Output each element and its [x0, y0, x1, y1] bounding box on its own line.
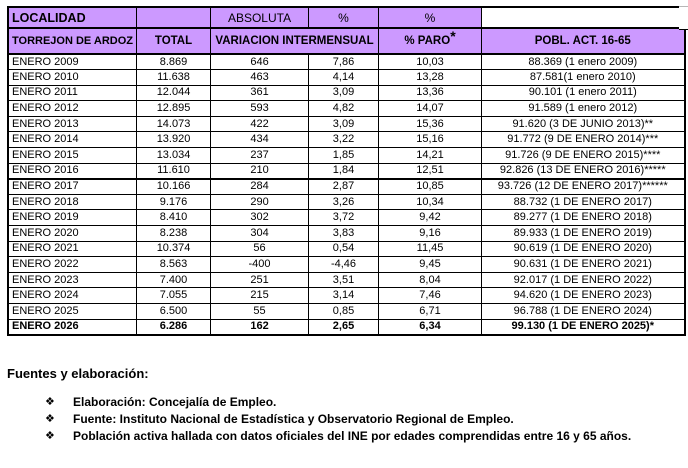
- variacion-pct-cell: 3,14: [309, 288, 379, 304]
- table-row: [8, 54, 685, 70]
- variacion-pct-cell: 2,65: [309, 319, 379, 335]
- poblacion-activa-cell: 92.017 (1 DE ENERO 2022): [482, 272, 685, 288]
- month-year-cell: ENERO 2015: [8, 148, 137, 164]
- variacion-pct-cell: 3,09: [309, 116, 379, 132]
- variacion-absoluta-cell: 251: [211, 272, 309, 288]
- month-year-cell: ENERO 2022: [8, 257, 137, 273]
- absoluta-header: ABSOLUTA: [211, 7, 309, 28]
- empty-corner-cell: [482, 7, 685, 28]
- municipality-header: TORREJON DE ARDOZ: [8, 28, 137, 54]
- percent-header-2: %: [379, 7, 482, 28]
- poblacion-activa-cell: 91.620 (3 DE JUNIO 2013)**: [482, 116, 685, 132]
- poblacion-activa-cell: 89.277 (1 DE ENERO 2018): [482, 210, 685, 226]
- total-cell: 8.869: [137, 54, 211, 70]
- month-year-cell: ENERO 2010: [8, 70, 137, 86]
- table-row: [8, 101, 685, 117]
- month-year-cell: ENERO 2016: [8, 163, 137, 179]
- table-row: [8, 272, 685, 288]
- diamond-bullet-icon: ❖: [45, 396, 55, 408]
- pct-paro-cell: 7,46: [379, 288, 482, 304]
- unemployment-table: [7, 6, 686, 336]
- bullet-text: Elaboración: Concejalía de Empleo.: [73, 395, 277, 409]
- pct-paro-cell: 10,34: [379, 194, 482, 210]
- variacion-intermensual-header: [211, 28, 379, 54]
- variacion-label: VARIACION INTERMENSUAL: [215, 35, 374, 47]
- variacion-absoluta-cell: -400: [211, 257, 309, 273]
- pct-paro-cell: 6,34: [379, 319, 482, 335]
- variacion-absoluta-cell: 593: [211, 101, 309, 117]
- total-cell: 9.176: [137, 194, 211, 210]
- pct-paro-cell: 15,16: [379, 132, 482, 148]
- pct-paro-cell: 8,04: [379, 272, 482, 288]
- month-year-cell: ENERO 2021: [8, 241, 137, 257]
- poblacion-activa-cell: 96.788 (1 DE ENERO 2024): [482, 304, 685, 320]
- bullet-item: [45, 394, 673, 411]
- variacion-pct-cell: 4,14: [309, 70, 379, 86]
- poblacion-activa-cell: 90.631 (1 DE ENERO 2021): [482, 257, 685, 273]
- month-year-cell: ENERO 2025: [8, 304, 137, 320]
- table-row: [8, 257, 685, 273]
- poblacion-activa-cell: 90.619 (1 DE ENERO 2020): [482, 241, 685, 257]
- table-row: [8, 241, 685, 257]
- total-cell: 12.895: [137, 101, 211, 117]
- localidad-header: LOCALIDAD: [8, 7, 137, 28]
- variacion-pct-cell: 3,09: [309, 85, 379, 101]
- variacion-pct-cell: 3,83: [309, 226, 379, 242]
- sources-bullet-list: [45, 394, 673, 445]
- pct-paro-cell: 13,28: [379, 70, 482, 86]
- variacion-absoluta-cell: 56: [211, 241, 309, 257]
- month-year-cell: ENERO 2017: [8, 179, 137, 195]
- variacion-pct-cell: 4,82: [309, 101, 379, 117]
- poblacion-activa-cell: 88.369 (1 enero 2009): [482, 54, 685, 70]
- total-cell: 13.920: [137, 132, 211, 148]
- table-row: [8, 319, 685, 335]
- pct-paro-cell: 9,16: [379, 226, 482, 242]
- variacion-absoluta-cell: 210: [211, 163, 309, 179]
- data-table: [7, 6, 686, 336]
- total-cell: 13.034: [137, 148, 211, 164]
- pct-paro-cell: 9,42: [379, 210, 482, 226]
- variacion-absoluta-cell: 162: [211, 319, 309, 335]
- table-header: [8, 7, 685, 54]
- poblacion-activa-header: POBL. ACT. 16-65: [482, 28, 685, 54]
- header-row-1: [8, 7, 685, 28]
- table-row: [8, 148, 685, 164]
- total-cell: 8.563: [137, 257, 211, 273]
- table-row: [8, 70, 685, 86]
- total-cell: 11.638: [137, 70, 211, 86]
- variacion-absoluta-cell: 646: [211, 54, 309, 70]
- poblacion-activa-cell: 91.726 (9 DE ENERO 2015)****: [482, 148, 685, 164]
- poblacion-activa-cell: 88.732 (1 DE ENERO 2017): [482, 194, 685, 210]
- header-row-2: [8, 28, 685, 54]
- month-year-cell: ENERO 2013: [8, 116, 137, 132]
- total-cell: 8.410: [137, 210, 211, 226]
- pct-paro-cell: 14,21: [379, 148, 482, 164]
- poblacion-activa-cell: 99.130 (1 DE ENERO 2025)*: [482, 319, 685, 335]
- variacion-pct-cell: -4,46: [309, 257, 379, 273]
- bullet-item: [45, 428, 673, 445]
- month-year-cell: ENERO 2014: [8, 132, 137, 148]
- poblacion-activa-cell: 91.589 (1 enero 2012): [482, 101, 685, 117]
- total-cell: 6.286: [137, 319, 211, 335]
- table-row: [8, 85, 685, 101]
- total-cell: 8.238: [137, 226, 211, 242]
- total-cell: 10.374: [137, 241, 211, 257]
- variacion-pct-cell: 3,51: [309, 272, 379, 288]
- variacion-absoluta-cell: 55: [211, 304, 309, 320]
- total-cell: 11.610: [137, 163, 211, 179]
- table-row: [8, 304, 685, 320]
- total-cell: 10.166: [137, 179, 211, 195]
- bullet-item: [45, 411, 673, 428]
- total-cell: 6.500: [137, 304, 211, 320]
- empty-header-cell: [137, 7, 211, 28]
- variacion-absoluta-cell: 284: [211, 179, 309, 195]
- pct-paro-cell: 10,85: [379, 179, 482, 195]
- total-cell: 12.044: [137, 85, 211, 101]
- variacion-pct-cell: 7,86: [309, 54, 379, 70]
- corner-notch: [679, 6, 688, 30]
- variacion-absoluta-cell: 302: [211, 210, 309, 226]
- month-year-cell: ENERO 2012: [8, 101, 137, 117]
- total-cell: 7.055: [137, 288, 211, 304]
- month-year-cell: ENERO 2019: [8, 210, 137, 226]
- sources-title: Fuentes y elaboración:: [7, 366, 149, 381]
- paro-label: % PARO: [404, 35, 451, 47]
- variacion-absoluta-cell: 290: [211, 194, 309, 210]
- variacion-pct-cell: 1,85: [309, 148, 379, 164]
- month-year-cell: ENERO 2026: [8, 319, 137, 335]
- total-cell: 7.400: [137, 272, 211, 288]
- percent-header-1: %: [309, 7, 379, 28]
- poblacion-activa-cell: 91.772 (9 DE ENERO 2014)***: [482, 132, 685, 148]
- table-row: [8, 288, 685, 304]
- month-year-cell: ENERO 2023: [8, 272, 137, 288]
- variacion-pct-cell: 3,26: [309, 194, 379, 210]
- variacion-pct-cell: 2,87: [309, 179, 379, 195]
- pct-paro-cell: 6,71: [379, 304, 482, 320]
- month-year-cell: ENERO 2011: [8, 85, 137, 101]
- table-body: [8, 54, 685, 335]
- poblacion-activa-cell: 89.933 (1 DE ENERO 2019): [482, 226, 685, 242]
- table-row: [8, 210, 685, 226]
- diamond-bullet-icon: ❖: [45, 430, 55, 442]
- table-row: [8, 194, 685, 210]
- poblacion-activa-cell: 94.620 (1 DE ENERO 2023): [482, 288, 685, 304]
- variacion-absoluta-cell: 422: [211, 116, 309, 132]
- paro-header: [379, 28, 482, 54]
- bullet-text: Fuente: Instituto Nacional de Estadística y Observatorio Regional de Empleo.: [73, 412, 514, 426]
- pct-paro-cell: 13,36: [379, 85, 482, 101]
- poblacion-activa-cell: 87.581(1 enero 2010): [482, 70, 685, 86]
- variacion-absoluta-cell: 434: [211, 132, 309, 148]
- variacion-pct-cell: 0,54: [309, 241, 379, 257]
- month-year-cell: ENERO 2009: [8, 54, 137, 70]
- table-row: [8, 163, 685, 179]
- table-row: [8, 132, 685, 148]
- variacion-absoluta-cell: 215: [211, 288, 309, 304]
- table-row: [8, 179, 685, 195]
- pct-paro-cell: 15,36: [379, 116, 482, 132]
- variacion-absoluta-cell: 237: [211, 148, 309, 164]
- variacion-pct-cell: 3,22: [309, 132, 379, 148]
- variacion-pct-cell: 3,72: [309, 210, 379, 226]
- month-year-cell: ENERO 2020: [8, 226, 137, 242]
- table-row: [8, 116, 685, 132]
- variacion-pct-cell: 1,84: [309, 163, 379, 179]
- month-year-cell: ENERO 2024: [8, 288, 137, 304]
- pct-paro-cell: 10,03: [379, 54, 482, 70]
- poblacion-activa-cell: 90.101 (1 enero 2011): [482, 85, 685, 101]
- table-row: [8, 226, 685, 242]
- bullet-text: Población activa hallada con datos oficiales del INE por edades comprendidas entre 16 y 65 años.: [73, 429, 632, 443]
- total-cell: 14.073: [137, 116, 211, 132]
- asterisk-superscript: *: [450, 28, 456, 44]
- diamond-bullet-icon: ❖: [45, 413, 55, 425]
- variacion-absoluta-cell: 463: [211, 70, 309, 86]
- total-header: TOTAL: [137, 28, 211, 54]
- pct-paro-cell: 12,51: [379, 163, 482, 179]
- variacion-absoluta-cell: 361: [211, 85, 309, 101]
- pct-paro-cell: 14,07: [379, 101, 482, 117]
- pct-paro-cell: 11,45: [379, 241, 482, 257]
- month-year-cell: ENERO 2018: [8, 194, 137, 210]
- poblacion-activa-cell: 92.826 (13 DE ENERO 2016)*****: [482, 163, 685, 179]
- variacion-pct-cell: 0,85: [309, 304, 379, 320]
- poblacion-activa-cell: 93.726 (12 DE ENERO 2017)******: [482, 179, 685, 195]
- pct-paro-cell: 9,45: [379, 257, 482, 273]
- variacion-absoluta-cell: 304: [211, 226, 309, 242]
